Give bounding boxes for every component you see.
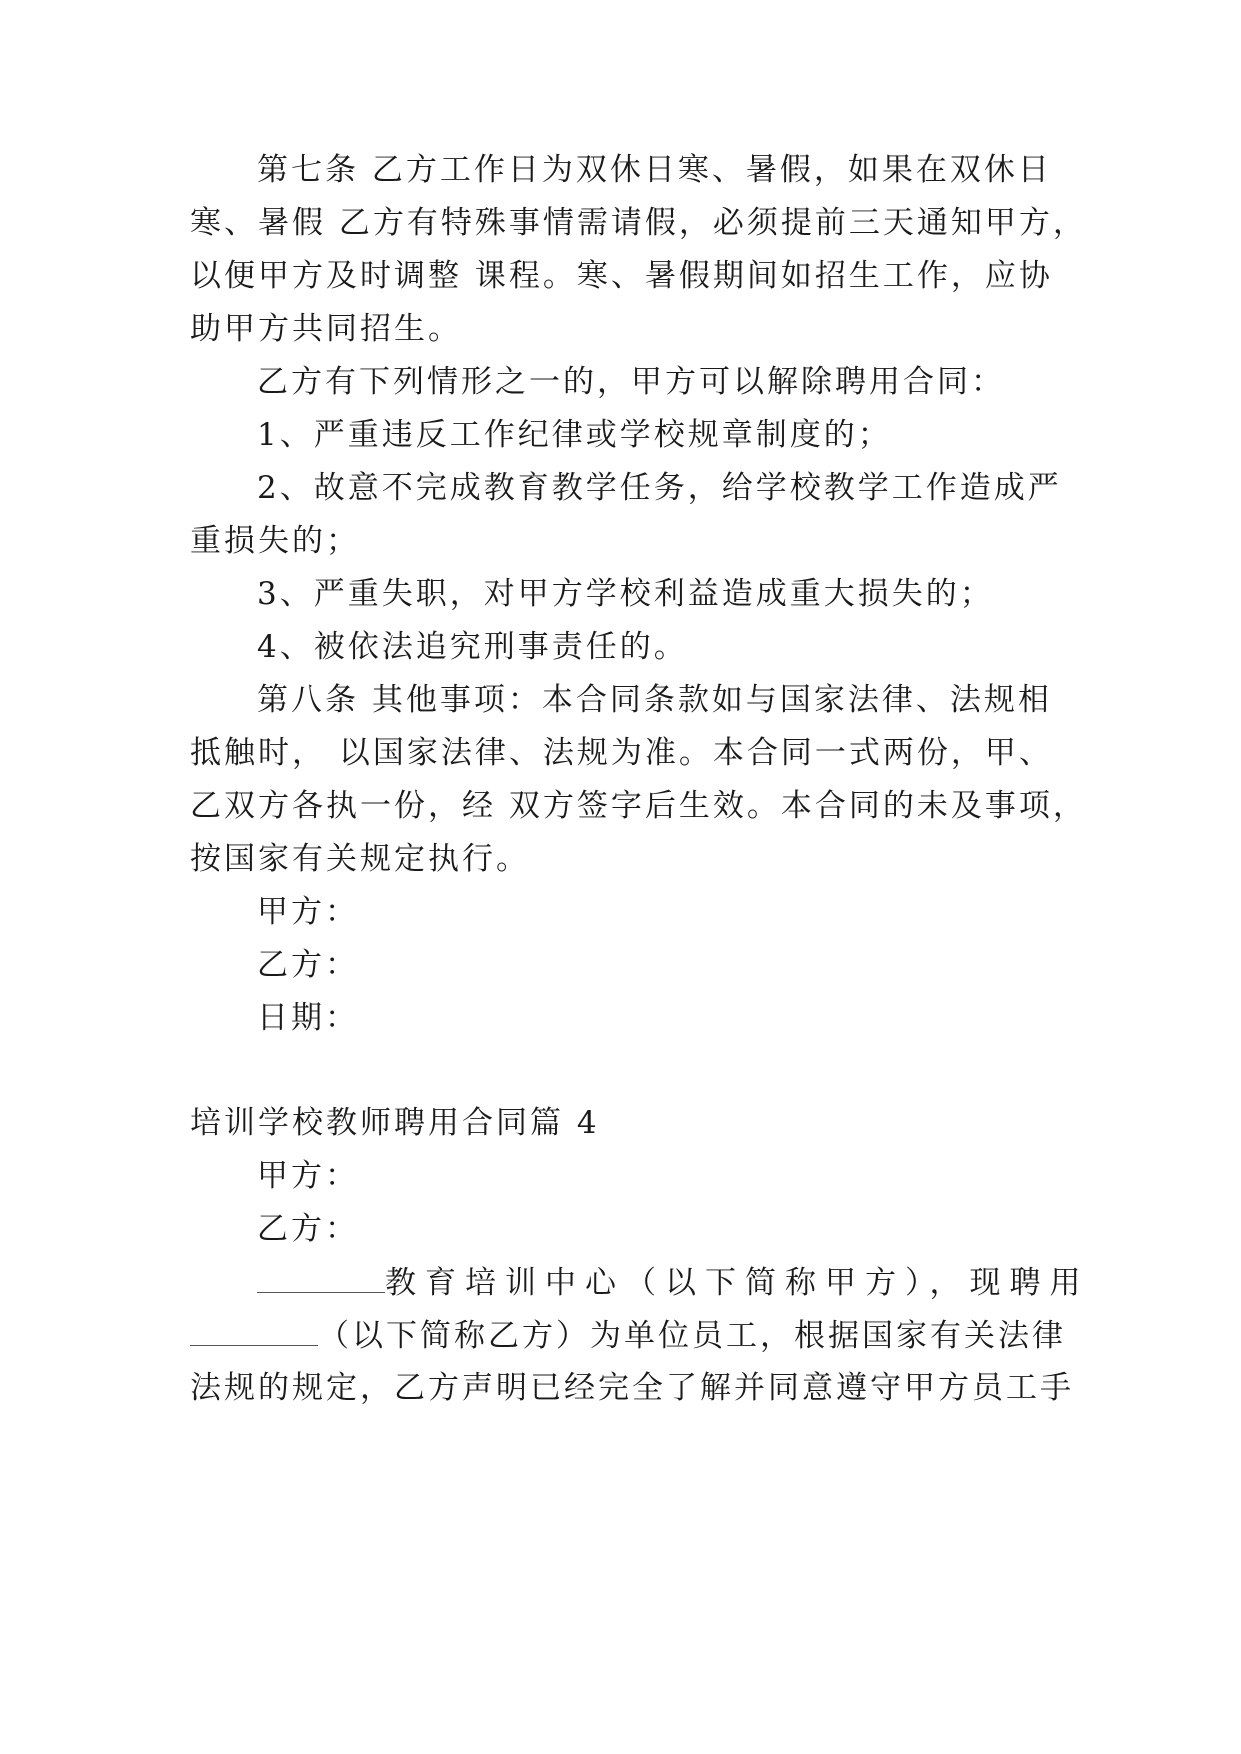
blank-fill-line	[190, 1315, 318, 1346]
termination-item-2-line-2: 重损失的；	[190, 523, 360, 559]
signature-party-b: 乙方：	[257, 947, 359, 983]
article-7-line-2: 寒、暑假 乙方有特殊事情需请假，必须提前三天通知甲方，	[190, 205, 1087, 241]
signature-date: 日期：	[257, 1000, 359, 1036]
article-8-line-1: 第八条 其他事项：本合同条款如与国家法律、法规相	[257, 682, 1052, 718]
article-8-line-4: 按国家有关规定执行。	[190, 841, 530, 877]
blank-fill-line	[257, 1262, 385, 1293]
termination-item-2-line-1: 2、故意不完成教育教学任务，给学校教学工作造成严	[257, 470, 1062, 506]
section-4-title: 培训学校教师聘用合同篇 4	[190, 1105, 600, 1141]
section-4-paragraph-line-3: 法规的规定，乙方声明已经完全了解并同意遵守甲方员工手	[190, 1370, 1074, 1406]
termination-item-3: 3、严重失职，对甲方学校利益造成重大损失的；	[257, 576, 994, 612]
section-4-paragraph-text-2: （以下简称乙方）为单位员工，根据国家有关法律	[318, 1318, 1066, 1354]
article-7-line-3: 以便甲方及时调整 课程。寒、暑假期间如招生工作，应协	[190, 258, 1053, 294]
section-4-party-b: 乙方：	[257, 1211, 359, 1247]
article-8-line-2: 抵触时， 以国家法律、法规为准。本合同一式两份，甲、	[190, 735, 1053, 771]
termination-item-4: 4、被依法追究刑事责任的。	[257, 629, 688, 665]
signature-party-a: 甲方：	[257, 894, 359, 930]
section-4-paragraph-line-1	[257, 1262, 1090, 1302]
article-7-line-1: 第七条 乙方工作日为双休日寒、暑假，如果在双休日	[257, 152, 1052, 188]
termination-intro: 乙方有下列情形之一的，甲方可以解除聘用合同：	[257, 364, 1005, 400]
section-4-paragraph-line-2	[190, 1315, 1066, 1355]
termination-item-1: 1、严重违反工作纪律或学校规章制度的；	[257, 417, 892, 453]
article-8-line-3: 乙双方各执一份，经 双方签字后生效。本合同的未及事项，	[190, 788, 1087, 824]
section-4-party-a: 甲方：	[257, 1158, 359, 1194]
article-7-line-4: 助甲方共同招生。	[190, 311, 462, 347]
section-4-paragraph-text-1: 教育培训中心（以下简称甲方），现聘用	[385, 1265, 1090, 1301]
